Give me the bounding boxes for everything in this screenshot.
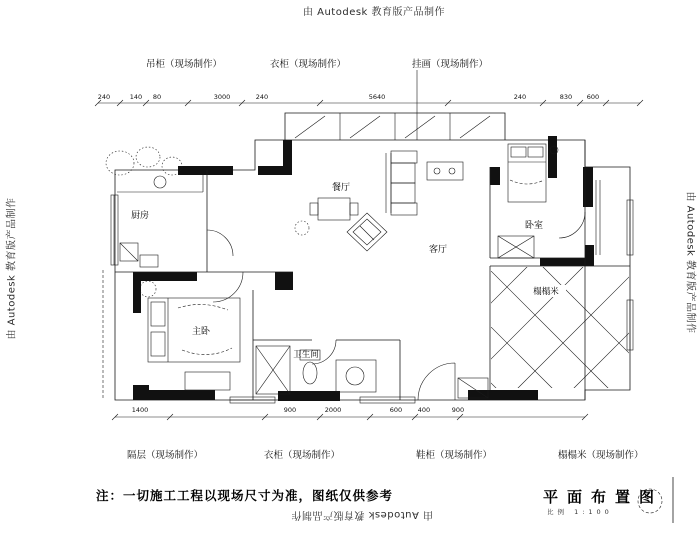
watermark-top: 由 Autodesk 教育版产品制作 (302, 7, 446, 18)
svg-text:900: 900 (451, 406, 465, 414)
svg-text:240: 240 (255, 93, 269, 101)
room-label-master: 主卧 (191, 327, 211, 337)
svg-text:5640: 5640 (368, 93, 386, 101)
kitchen-counter (106, 147, 203, 267)
watermark-bottom: 由 Autodesk 教育版产品制作 (290, 509, 434, 520)
svg-text:240: 240 (97, 93, 111, 101)
interior-walls (115, 140, 630, 400)
room-label-bathroom: 卫生间 (293, 350, 319, 360)
callout-tatami: 榻榻米（现场制作） (558, 450, 644, 461)
room-label-dining: 餐厅 (331, 183, 351, 193)
plant-living (295, 221, 309, 235)
room-labels (131, 181, 559, 360)
rug (347, 213, 387, 251)
dimension-row-bottom (112, 406, 588, 420)
callout-wardrobe-bottom: 衣柜（现场制作） (264, 450, 341, 461)
tatami-platform (318, 210, 700, 420)
bed-master (140, 281, 240, 390)
tv-sideboard (427, 162, 463, 180)
svg-text:600: 600 (389, 406, 403, 414)
callout-shoe-cabinet: 鞋柜（现场制作） (416, 450, 493, 461)
callout-shelf-partition: 隔层（现场制作） (127, 450, 204, 461)
watermark-left: 由 Autodesk 教育版产品制作 (6, 197, 18, 340)
svg-text:240: 240 (513, 93, 527, 101)
dimension-row-top (95, 93, 643, 106)
construction-note: 注：一切施工工程以现场尺寸为准，图纸仅供参考 (96, 488, 394, 503)
svg-text:3000: 3000 (213, 93, 231, 101)
callout-hanging-cabinet: 吊柜（现场制作） (146, 59, 223, 70)
svg-text:80: 80 (152, 93, 162, 101)
wardrobe-bedroom (498, 236, 534, 258)
drawing-title: 平面布置图 (543, 488, 664, 506)
svg-text:600: 600 (586, 93, 600, 101)
dining-table (310, 198, 358, 220)
sofa (386, 151, 417, 215)
svg-text:400: 400 (417, 406, 431, 414)
callout-wardrobe-top: 衣柜（现场制作） (270, 59, 347, 70)
door-arcs (207, 212, 585, 400)
title-block-marks (638, 477, 673, 523)
room-label-living: 客厅 (428, 245, 448, 255)
svg-text:2000: 2000 (324, 406, 342, 414)
drawing-scale: 比例 1:100 (547, 508, 613, 516)
title-bubble-icon (638, 489, 662, 513)
room-label-tatami: 榻榻米 (533, 287, 559, 297)
svg-text:900: 900 (283, 406, 297, 414)
callout-hanging-picture: 挂画（现场制作） (412, 59, 489, 70)
room-label-kitchen: 厨房 (130, 211, 150, 221)
svg-text:830: 830 (559, 93, 573, 101)
watermark-right: 由 Autodesk 教育版产品制作 (684, 191, 696, 334)
svg-text:1400: 1400 (131, 406, 149, 414)
svg-text:140: 140 (129, 93, 143, 101)
room-label-bedroom: 卧室 (524, 221, 544, 231)
